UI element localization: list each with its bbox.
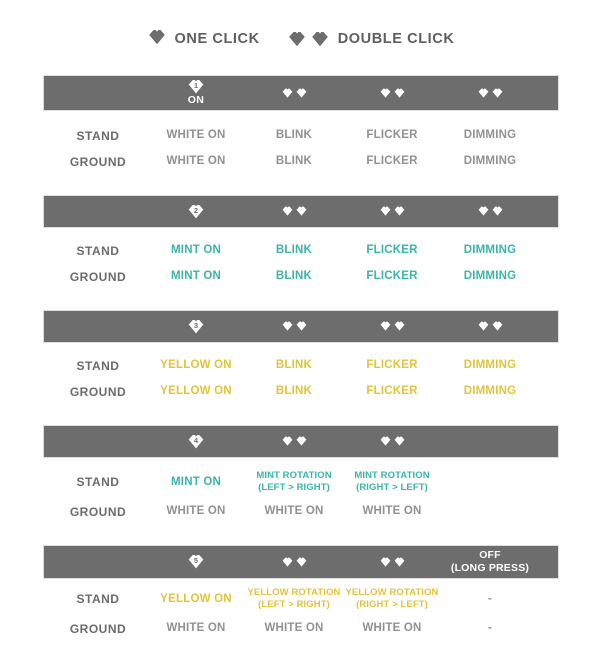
double-click-label: DOUBLE CLICK: [337, 31, 455, 47]
instruction-section-3: [43, 310, 559, 405]
one-click-label: ONE CLICK: [174, 31, 260, 47]
off-long-press-label: [451, 549, 529, 575]
value-cell: -: [487, 622, 493, 635]
value-cell: YELLOW ON: [160, 385, 232, 398]
row-label: GROUND: [69, 154, 127, 169]
value-line2: (LEFT > RIGHT): [258, 482, 330, 494]
value-cell: BLINK: [275, 155, 313, 168]
svg-text:5: 5: [193, 556, 199, 566]
value-line1: MINT ROTATION: [354, 469, 430, 481]
value-cell: WHITE ON: [166, 129, 226, 142]
row-label: STAND: [76, 243, 120, 258]
double-click-gem-icon: [288, 31, 329, 47]
value-cell: WHITE ON: [362, 505, 422, 518]
value-line2: (LEFT > RIGHT): [258, 599, 330, 611]
table-row-stand: [43, 353, 559, 379]
step-2-gem-icon: [187, 204, 205, 219]
value-cell: [354, 470, 429, 495]
value-cell: FLICKER: [366, 155, 418, 168]
value-cell: BLINK: [275, 385, 313, 398]
step-3-gem-icon: [187, 319, 205, 334]
instruction-section-1: [43, 75, 559, 175]
table-row-ground: [43, 149, 559, 175]
double-click-icon: [282, 557, 307, 567]
section-rows: [43, 343, 559, 405]
double-click-icon: [380, 206, 405, 216]
double-click-icon: [478, 206, 503, 216]
table-row-stand: [43, 238, 559, 264]
row-label: GROUND: [69, 621, 127, 636]
value-cell: WHITE ON: [362, 622, 422, 635]
table-row-ground: [43, 379, 559, 405]
legend-double-click: [288, 31, 455, 47]
section-header-bar: [43, 75, 559, 111]
value-cell: [346, 587, 439, 612]
table-row-ground: [43, 499, 559, 525]
row-label: STAND: [76, 592, 120, 607]
step-4-gem-icon: [187, 434, 205, 449]
row-label: GROUND: [69, 384, 127, 399]
value-cell: WHITE ON: [166, 505, 226, 518]
value-cell: FLICKER: [366, 359, 418, 372]
double-click-icon: [380, 436, 405, 446]
value-cell: FLICKER: [366, 270, 418, 283]
svg-text:2: 2: [193, 205, 199, 215]
double-click-icon: [282, 88, 307, 98]
step-1-gem-icon: [187, 79, 205, 107]
double-click-icon: [380, 88, 405, 98]
value-cell: YELLOW ON: [160, 359, 232, 372]
row-label: GROUND: [69, 504, 127, 519]
value-cell: MINT ON: [171, 270, 221, 283]
table-row-stand: [43, 466, 559, 499]
svg-text:3: 3: [193, 320, 199, 330]
row-label: STAND: [76, 128, 120, 143]
row-label: GROUND: [69, 269, 127, 284]
value-cell: BLINK: [275, 359, 313, 372]
value-cell: DIMMING: [463, 359, 517, 372]
value-cell: DIMMING: [463, 270, 517, 283]
double-click-icon: [282, 321, 307, 331]
section-header-bar: [43, 195, 559, 228]
section-rows: [43, 228, 559, 290]
value-cell: BLINK: [275, 270, 313, 283]
value-line2: (RIGHT > LEFT): [356, 599, 428, 611]
value-cell: DIMMING: [463, 385, 517, 398]
section-header-bar: [43, 310, 559, 343]
table-row-ground: [43, 264, 559, 290]
off-label-line2: (LONG PRESS): [450, 561, 530, 574]
section-rows: [43, 579, 559, 642]
step-5-gem-icon: [187, 554, 205, 569]
value-cell: [256, 470, 331, 495]
value-line2: (RIGHT > LEFT): [356, 482, 428, 494]
value-cell: FLICKER: [366, 385, 418, 398]
svg-text:1: 1: [193, 80, 199, 90]
one-click-gem-icon: [148, 29, 166, 49]
section-rows: [43, 458, 559, 525]
double-click-icon: [478, 321, 503, 331]
value-cell: DIMMING: [463, 129, 517, 142]
value-cell: YELLOW ON: [160, 592, 232, 605]
step-on-label: ON: [187, 94, 205, 106]
section-header-bar: [43, 545, 559, 579]
double-click-icon: [478, 88, 503, 98]
double-click-icon: [282, 436, 307, 446]
value-cell: WHITE ON: [264, 505, 324, 518]
table-row-stand: [43, 583, 559, 616]
value-cell: WHITE ON: [166, 155, 226, 168]
value-cell: FLICKER: [366, 129, 418, 142]
click-legend: [0, 0, 602, 49]
double-click-icon: [380, 321, 405, 331]
value-cell: FLICKER: [366, 244, 418, 257]
off-label-line1: OFF: [479, 548, 501, 561]
value-cell: [248, 587, 341, 612]
row-label: STAND: [76, 358, 120, 373]
value-cell: -: [487, 592, 493, 605]
table-row-ground: [43, 616, 559, 642]
value-line1: YELLOW ROTATION: [345, 586, 439, 598]
row-label: STAND: [76, 475, 120, 490]
value-cell: WHITE ON: [166, 622, 226, 635]
value-cell: BLINK: [275, 129, 313, 142]
svg-text:4: 4: [193, 435, 199, 445]
section-rows: [43, 111, 559, 175]
table-row-stand: [43, 123, 559, 149]
double-click-icon: [282, 206, 307, 216]
instruction-section-4: [43, 425, 559, 525]
value-cell: DIMMING: [463, 244, 517, 257]
value-cell: BLINK: [275, 244, 313, 257]
instruction-sections: [0, 75, 602, 642]
instruction-section-2: [43, 195, 559, 290]
double-click-icon: [380, 557, 405, 567]
legend-one-click: [148, 29, 260, 49]
instruction-section-5: [43, 545, 559, 642]
value-cell: DIMMING: [463, 155, 517, 168]
value-cell: MINT ON: [171, 475, 221, 488]
value-cell: WHITE ON: [264, 622, 324, 635]
section-header-bar: [43, 425, 559, 458]
value-line1: MINT ROTATION: [256, 469, 332, 481]
value-cell: MINT ON: [171, 244, 221, 257]
value-line1: YELLOW ROTATION: [247, 586, 341, 598]
